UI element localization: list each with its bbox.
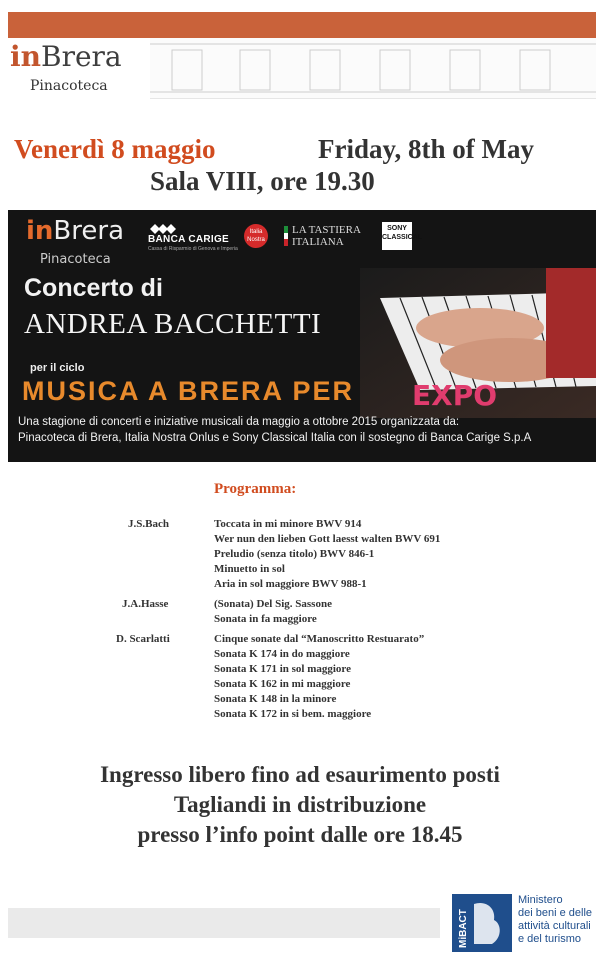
top-accent-bar xyxy=(8,12,596,38)
sponsor-la-tastiera-italiana: LA TASTIERA ITALIANA xyxy=(292,224,361,248)
sponsor-italia-nostra: Italia Nostra xyxy=(244,224,268,248)
piece-bach-1: Toccata in mi minore BWV 914 xyxy=(214,518,362,530)
logo-in: in xyxy=(10,40,41,73)
piece-scarlatti-4: Sonata K 162 in mi maggiore xyxy=(214,678,351,690)
mibact-mark: MiBACT xyxy=(458,909,469,948)
mibact-logo xyxy=(452,894,512,952)
sponsor-banca-carige: BANCA CARIGE xyxy=(148,234,230,245)
logo-brera: Brera xyxy=(41,40,122,73)
piece-bach-2: Wer nun den lieben Gott laesst walten BWV 691 xyxy=(214,533,441,545)
composer-bach: J.S.Bach xyxy=(128,518,169,530)
footer-gray-band xyxy=(8,908,440,938)
artist-name: ANDREA BACCHETTI xyxy=(24,308,322,340)
ministry-line-1: Ministero xyxy=(518,894,563,906)
composer-scarlatti: D. Scarlatti xyxy=(116,633,170,645)
piece-bach-4: Minuetto in sol xyxy=(214,563,285,575)
free-entry-notice: Ingresso libero fino ad esaurimento posti xyxy=(100,762,500,787)
program-title: Programma: xyxy=(214,481,297,497)
piece-scarlatti-5: Sonata K 148 in la minore xyxy=(214,693,337,705)
event-date-italian: Venerdì 8 maggio xyxy=(14,134,216,164)
piece-bach-3: Preludio (senza titolo) BWV 846-1 xyxy=(214,548,375,560)
italian-flag-icon xyxy=(284,226,288,246)
piece-bach-5: Aria in sol maggiore BWV 988-1 xyxy=(214,578,367,590)
ministry-line-3: attività culturali xyxy=(518,920,591,932)
piece-hasse-1: (Sonata) Del Sig. Sassone xyxy=(214,598,332,610)
piece-hasse-2: Sonata in fa maggiore xyxy=(214,613,317,625)
ministry-name xyxy=(518,894,592,946)
banner-logo-in: in xyxy=(26,216,54,246)
inbrera-logo xyxy=(10,40,122,94)
composer-hasse: J.A.Hasse xyxy=(122,598,169,610)
sponsor-sony-classical: SONY CLASSICAL xyxy=(382,222,412,250)
event-time-room: Sala VIII, ore 19.30 xyxy=(150,166,375,196)
info-point-notice: presso l’info point dalle ore 18.45 xyxy=(137,822,463,847)
tickets-notice: Tagliandi in distribuzione xyxy=(173,792,427,817)
sponsor-carige-subtitle: Cassa di Risparmio di Genova e Imperia xyxy=(148,246,238,252)
banner-inbrera-logo xyxy=(26,216,124,267)
piece-scarlatti-2: Sonata K 174 in do maggiore xyxy=(214,648,350,660)
ministry-line-4: e del turismo xyxy=(518,933,581,945)
season-description-line-2: Pinacoteca di Brera, Italia Nostra Onlus e Sony Classical Italia con il sostegno di Banca Carige S.p.A xyxy=(18,432,532,444)
concert-banner xyxy=(8,210,596,462)
ministry-line-2: dei beni e delle xyxy=(518,907,593,919)
series-title: MUSICA A BRERA PER xyxy=(22,376,355,406)
event-date-english: Friday, 8th of May xyxy=(318,134,534,164)
expo-logo-text: EXPO xyxy=(412,379,498,410)
logo-subtitle: Pinacoteca xyxy=(30,78,108,94)
piece-scarlatti-6: Sonata K 172 in si bem. maggiore xyxy=(214,708,372,720)
piece-scarlatti-1: Cinque sonate dal “Manoscritto Restuarato” xyxy=(214,633,425,645)
expo-logo xyxy=(410,378,530,410)
banner-logo-subtitle: Pinacoteca xyxy=(40,252,111,267)
banner-logo-brera: Brera xyxy=(53,216,124,246)
building-facade-illustration xyxy=(150,38,596,99)
piece-scarlatti-3: Sonata K 171 in sol maggiore xyxy=(214,663,352,675)
series-label: per il ciclo xyxy=(30,362,85,374)
season-description-line-1: Una stagione di concerti e iniziative musicali da maggio a ottobre 2015 organizzata da: xyxy=(18,416,460,428)
concert-heading: Concerto di xyxy=(24,274,163,302)
